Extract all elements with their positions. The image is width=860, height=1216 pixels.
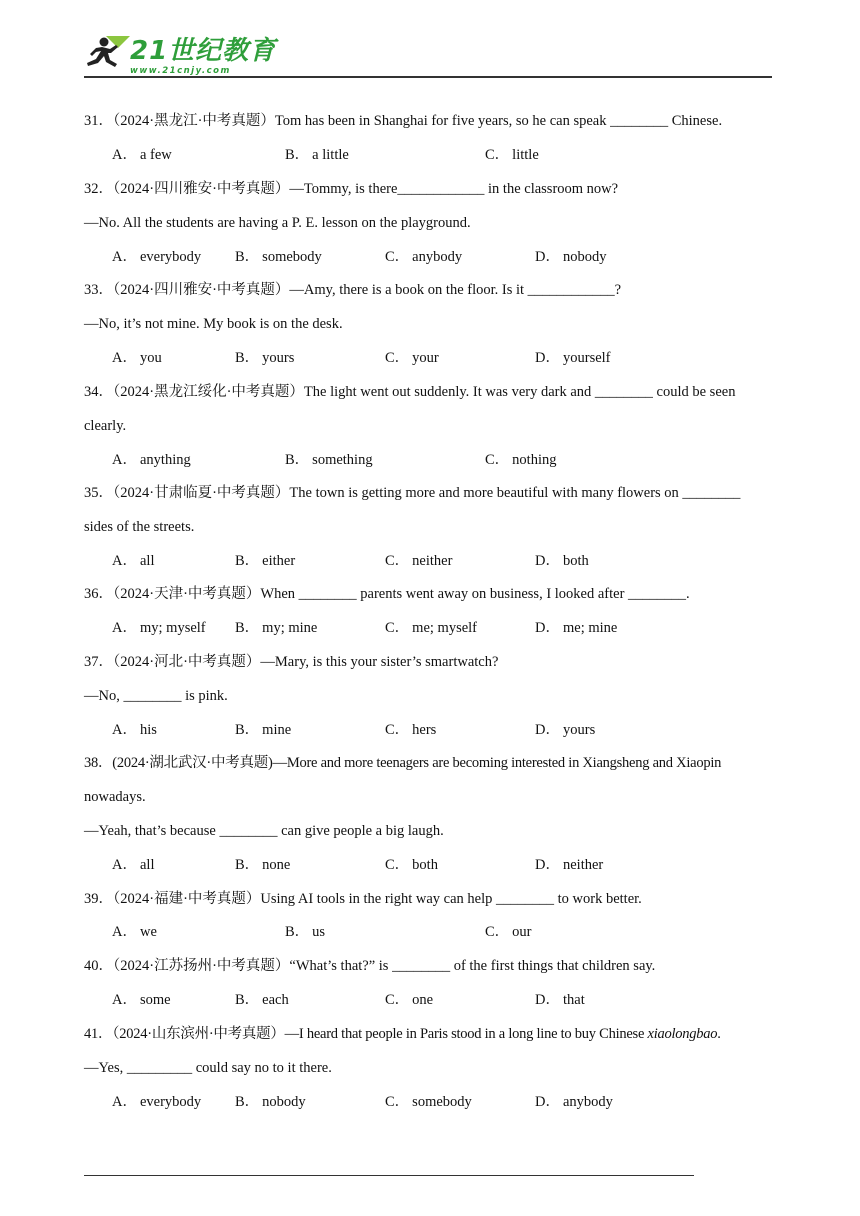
question-39-options <box>112 923 772 941</box>
option-c[interactable]: C． hers <box>385 722 437 738</box>
option-b[interactable]: B． somebody <box>235 249 322 265</box>
option-a[interactable]: A． some <box>112 992 171 1008</box>
italic-term: xiaolongbao <box>647 1026 718 1042</box>
question-32-dialogue: —No. All the students are having a P. E. lesson on the playground. <box>84 215 471 231</box>
question-38-dialogue: —Yeah, that’s because ________ can give people a big laugh. <box>84 823 444 839</box>
option-d[interactable]: D． nobody <box>535 249 607 265</box>
option-c[interactable]: C． anybody <box>385 249 463 265</box>
question-39-stem: 39．（2024·福建·中考真题）Using AI tools in the right way can help ________ to work better. <box>84 891 642 907</box>
option-a[interactable]: A． anything <box>112 452 191 468</box>
question-35-stem: 35．（2024·甘肃临夏·中考真题）The town is getting more and more beautiful with many flowers on ________ <box>84 485 741 501</box>
question-38-stem: 38．(2024·湖北武汉·中考真题)—More and more teenagers are becoming interested in Xiangsheng and Xiaopin <box>84 755 722 771</box>
option-d[interactable]: D． that <box>535 992 585 1008</box>
option-b[interactable]: B． us <box>285 924 326 940</box>
question-33-dialogue: —No, it’s not mine. My book is on the desk. <box>84 316 343 332</box>
question-36-options <box>112 619 772 637</box>
question-38-stem-cont: nowadays. <box>84 789 146 805</box>
option-b[interactable]: B． either <box>235 553 296 569</box>
option-b[interactable]: B． none <box>235 857 291 873</box>
runner-logo-icon <box>84 34 132 74</box>
question-33-stem: 33．（2024·四川雅安·中考真题）—Amy, there is a book on the floor. Is it ____________? <box>84 282 622 298</box>
question-36-stem: 36．（2024·天津·中考真题）When ________ parents went away on business, I looked after ________. <box>84 586 690 602</box>
option-a[interactable]: A． all <box>112 553 155 569</box>
question-41-dialogue: —Yes, _________ could say no to it there. <box>84 1060 332 1076</box>
option-c[interactable]: C． our <box>485 924 532 940</box>
question-41-stem: 41．（2024·山东滨州·中考真题）—I heard that people in Paris stood in a long line to buy Chinese xiaolongbao. <box>84 1026 721 1042</box>
question-37-dialogue: —No, ________ is pink. <box>84 688 228 704</box>
option-a[interactable]: A． we <box>112 924 157 940</box>
question-32-stem: 32．（2024·四川雅安·中考真题）—Tommy, is there____________ in the classroom now? <box>84 181 619 197</box>
question-38-options <box>112 856 772 874</box>
option-b[interactable]: B． nobody <box>235 1094 306 1110</box>
option-a[interactable]: A． my; myself <box>112 620 206 636</box>
option-d[interactable]: D． both <box>535 553 589 569</box>
question-37-stem: 37．（2024·河北·中考真题）—Mary, is this your sister’s smartwatch? <box>84 654 499 670</box>
header-divider <box>84 76 772 78</box>
option-c[interactable]: C． your <box>385 350 439 366</box>
option-d[interactable]: D． yourself <box>535 350 611 366</box>
option-c[interactable]: C． nothing <box>485 452 557 468</box>
option-a[interactable]: A． all <box>112 857 155 873</box>
logo-text: 21世纪教育 <box>130 36 277 66</box>
question-31-options <box>112 146 772 164</box>
option-b[interactable]: B． a little <box>285 147 349 163</box>
question-32-options <box>112 248 772 266</box>
option-a[interactable]: A． his <box>112 722 157 738</box>
question-37-options <box>112 721 772 739</box>
question-34-stem-cont: clearly. <box>84 418 127 434</box>
option-a[interactable]: A． everybody <box>112 249 202 265</box>
option-c[interactable]: C． one <box>385 992 434 1008</box>
question-31-stem: 31．（2024·黑龙江·中考真题）Tom has been in Shanghai for five years, so he can speak ________ Chinese. <box>84 113 723 129</box>
logo-url: www.21cnjy.com <box>130 66 231 76</box>
option-d[interactable]: D． yours <box>535 722 596 738</box>
option-b[interactable]: B． each <box>235 992 289 1008</box>
option-a[interactable]: A． everybody <box>112 1094 202 1110</box>
question-34-options <box>112 451 772 469</box>
question-41-options <box>112 1093 772 1111</box>
page-header <box>84 30 772 78</box>
question-35-stem-cont: sides of the streets. <box>84 519 195 535</box>
option-b[interactable]: B． yours <box>235 350 295 366</box>
option-d[interactable]: D． neither <box>535 857 604 873</box>
option-b[interactable]: B． something <box>285 452 373 468</box>
option-b[interactable]: B． mine <box>235 722 292 738</box>
question-34-stem: 34．（2024·黑龙江绥化·中考真题）The light went out suddenly. It was very dark and ________ could be seen <box>84 384 736 400</box>
question-40-options <box>112 991 772 1009</box>
option-c[interactable]: C． me; myself <box>385 620 478 636</box>
option-b[interactable]: B． my; mine <box>235 620 318 636</box>
option-d[interactable]: D． me; mine <box>535 620 618 636</box>
option-a[interactable]: A． a few <box>112 147 172 163</box>
option-a[interactable]: A． you <box>112 350 162 366</box>
option-d[interactable]: D． anybody <box>535 1094 613 1110</box>
question-33-options <box>112 349 772 367</box>
option-c[interactable]: C． both <box>385 857 438 873</box>
option-c[interactable]: C． neither <box>385 553 453 569</box>
option-c[interactable]: C． little <box>485 147 539 163</box>
option-c[interactable]: C． somebody <box>385 1094 472 1110</box>
question-35-options <box>112 552 772 570</box>
question-40-stem: 40．（2024·江苏扬州·中考真题）“What’s that?” is ________ of the first things that children say. <box>84 958 656 974</box>
footer-divider <box>84 1175 694 1176</box>
